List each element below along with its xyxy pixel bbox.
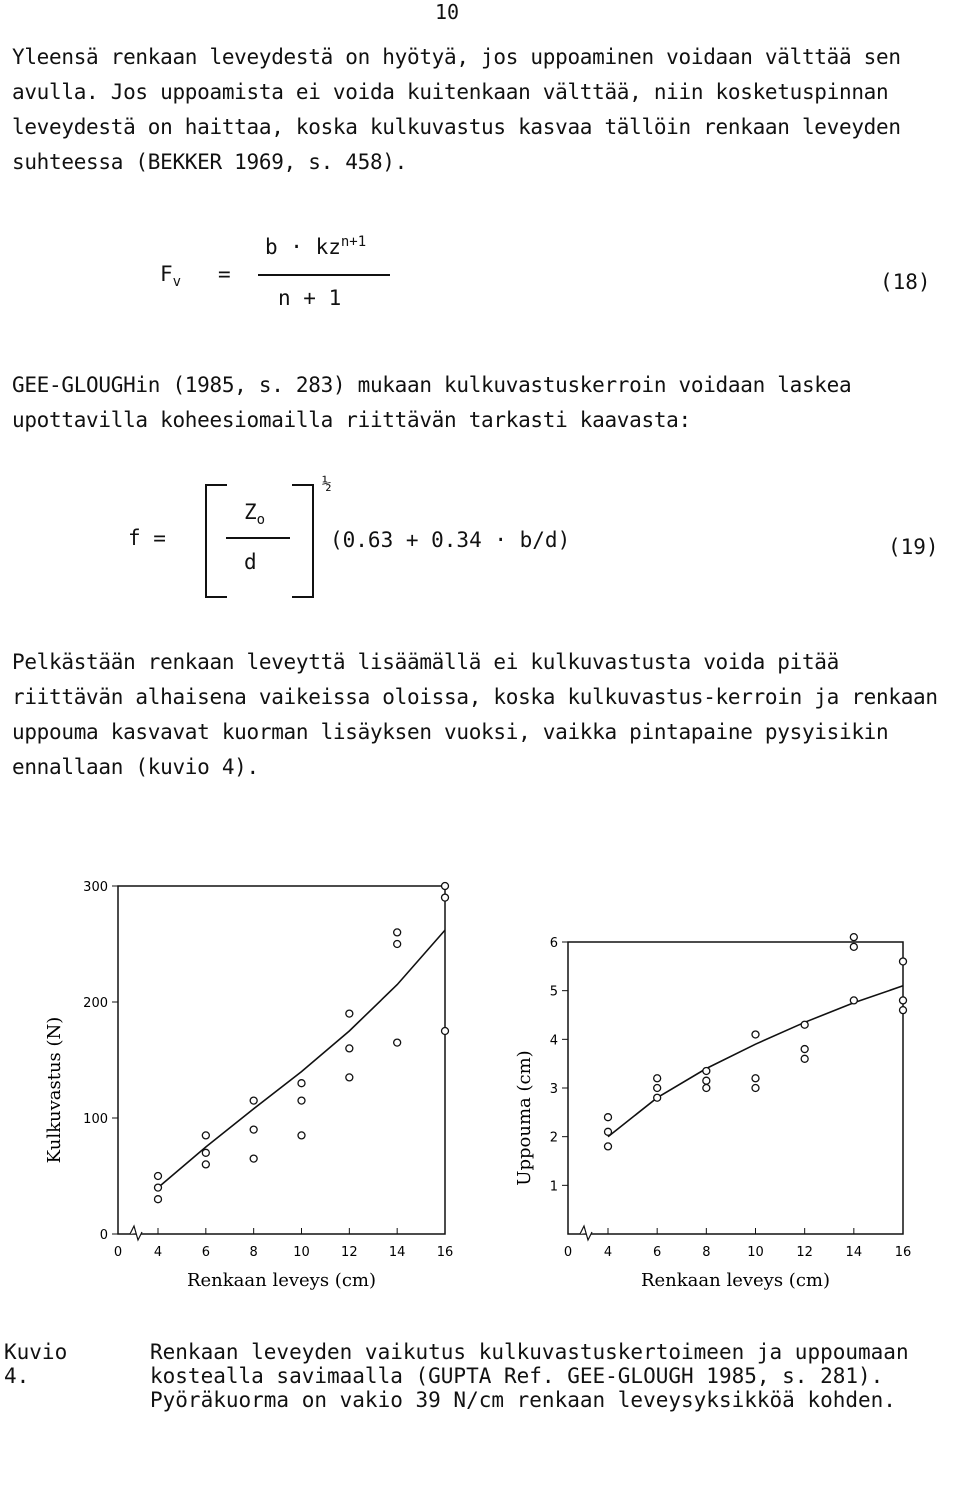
chart2-data-point (703, 1085, 710, 1092)
chart1-x-tick-label: 0 (113, 1245, 123, 1260)
chart1-data-point (394, 941, 401, 948)
chart1-y-axis-title: Kulkuvastus (N) (44, 1016, 65, 1164)
chart1-data-point (202, 1149, 209, 1156)
paragraph-1: Yleensä renkaan leveydestä on hyötyä, jos uppoaminen voidaan välttää sen avulla. Jos uppoamista ei voida kuitenkaan välttää, niin kosketuspinnan leveydestä on haittaa, koska kulkuvastus kasvaa tällöin renkaan leveyden suhteessa (BEKKER 1969, s. 458). (12, 45, 901, 174)
eq18-equals: = (218, 262, 231, 286)
chart1-data-point (442, 1028, 449, 1035)
right-bracket (292, 484, 314, 598)
chart1-fit-line (158, 930, 445, 1188)
chart2-data-point (801, 1021, 808, 1028)
chart1-data-point (155, 1173, 162, 1180)
chart2-y-tick-label: 2 (549, 1130, 558, 1146)
chart1-data-point (442, 894, 449, 901)
chart2-data-point (801, 1046, 808, 1053)
chart2-axis-break (580, 1226, 592, 1240)
chart1-data-point (346, 1010, 353, 1017)
chart2-y-axis-title: Uppouma (cm) (514, 1050, 535, 1186)
chart1-data-point (202, 1161, 209, 1168)
eq18-numerator: $b \cdot kz^{n+1}$ (265, 234, 367, 259)
figure-4-charts (0, 870, 960, 1300)
chart1-data-point (250, 1097, 257, 1104)
chart1-data-point (394, 929, 401, 936)
chart2-y-tick-label: 5 (549, 984, 558, 1000)
chart1-x-tick-label: 4 (153, 1245, 163, 1260)
chart1-x-axis-title: Renkaan leveys (cm) (186, 1270, 377, 1291)
eq18-number: (18) (880, 270, 931, 294)
chart1-data-point (298, 1097, 305, 1104)
chart1-data-point (298, 1132, 305, 1139)
chart1-data-point (202, 1132, 209, 1139)
chart1-axis-break (130, 1226, 142, 1240)
chart2-data-point (850, 934, 857, 941)
chart1-data-point (250, 1126, 257, 1133)
eq19-fraction-bar (226, 537, 290, 539)
chart2-y-tick-label: 1 (549, 1179, 558, 1195)
chart1-plot-frame (118, 886, 445, 1234)
chart2-y-tick-label: 6 (549, 936, 558, 951)
chart1-data-point (155, 1184, 162, 1191)
chart1-y-tick-label: 300 (83, 880, 108, 895)
chart1-y-tick-label: 200 (83, 996, 108, 1011)
chart2-data-point (850, 943, 857, 950)
chart2-data-point (900, 997, 907, 1004)
chart2-x-axis-title: Renkaan leveys (cm) (640, 1270, 831, 1291)
chart1-x-tick-label: 6 (201, 1245, 210, 1260)
caption-text: Renkaan leveyden vaikutus kulkuvastuskertoimeen ja uppoumaan kostealla savimaalla (GUPTA Ref. GEE-GLOUGH 1985, s. 281). Pyöräkuorma on vakio 39 N/cm renkaan leveysyksikköä kohden. (150, 1340, 909, 1412)
chart2-x-tick-label: 8 (702, 1245, 711, 1260)
chart1-y-tick-label: 0 (99, 1228, 108, 1243)
chart1-data-point (442, 883, 449, 890)
eq19-frac-numerator: $Z_o$ (244, 500, 266, 529)
chart2-data-point (654, 1085, 661, 1092)
paragraph-2: GEE-GLOUGHin (1985, s. 283) mukaan kulkuvastuskerroin voidaan laskea upottavilla koheesiomailla riittävän tarkasti kaavasta: (12, 373, 852, 432)
chart2-x-tick-label: 4 (603, 1245, 613, 1260)
chart2-fit-line (608, 986, 903, 1137)
chart2-x-tick-label: 16 (894, 1245, 912, 1260)
chart2-data-point (605, 1143, 612, 1150)
chart2-data-point (605, 1114, 612, 1121)
eq18-fraction-bar (258, 274, 390, 276)
eq19-factor: (0.63 + 0.34 · b/d) (330, 528, 571, 552)
eq18-lhs: $F_v$ (160, 262, 182, 291)
chart1-data-point (250, 1155, 257, 1162)
page-number: 10 (435, 0, 460, 24)
chart2-data-point (752, 1085, 759, 1092)
chart2-plot-frame (568, 942, 903, 1234)
chart2-x-tick-label: 14 (845, 1245, 863, 1260)
chart1-data-point (155, 1196, 162, 1203)
caption-label: Kuvio 4. (4, 1340, 68, 1388)
chart2-x-tick-label: 0 (563, 1245, 573, 1260)
eq19-frac-denominator: d (244, 550, 257, 574)
chart2-data-point (654, 1075, 661, 1082)
chart2-data-point (703, 1077, 710, 1084)
eq19-number: (19) (888, 535, 939, 559)
chart2-data-point (703, 1067, 710, 1074)
chart1-data-point (394, 1039, 401, 1046)
chart1-x-tick-label: 14 (388, 1245, 406, 1260)
chart2-x-tick-label: 10 (747, 1245, 764, 1260)
chart2-y-tick-label: 4 (549, 1033, 558, 1049)
eq19-lhs: f = (128, 526, 166, 550)
eq19-exponent: ½ (322, 474, 332, 493)
left-bracket (205, 484, 227, 598)
chart2-x-tick-label: 12 (796, 1245, 813, 1260)
chart2-y-tick-label: 3 (549, 1082, 558, 1097)
chart1-data-point (346, 1045, 353, 1052)
chart2-data-point (654, 1094, 661, 1101)
chart2-data-point (605, 1128, 612, 1135)
chart2-data-point (900, 1007, 907, 1014)
chart1-data-point (298, 1080, 305, 1087)
chart2-data-point (900, 958, 907, 965)
chart1-x-tick-label: 16 (436, 1245, 454, 1260)
chart2-data-point (752, 1075, 759, 1082)
chart2-data-point (850, 997, 857, 1004)
chart1-y-tick-label: 100 (83, 1112, 108, 1127)
eq18-denominator: n + 1 (278, 286, 342, 310)
chart1-x-tick-label: 10 (293, 1245, 310, 1260)
chart1-x-tick-label: 8 (249, 1245, 258, 1260)
chart1-data-point (346, 1074, 353, 1081)
chart2-x-tick-label: 6 (653, 1245, 662, 1260)
chart1-x-tick-label: 12 (341, 1245, 358, 1260)
paragraph-3: Pelkästään renkaan leveyttä lisäämällä ei kulkuvastusta voida pitää riittävän alhaisena vaikeissa oloissa, koska kulkuvastus-kerroin ja renkaan uppouma kasvavat kuorman lisäyksen vuoksi, vaikka pintapaine pysyisikin ennallaan (kuvio 4). (12, 650, 938, 779)
chart2-data-point (801, 1055, 808, 1062)
chart2-data-point (752, 1031, 759, 1038)
